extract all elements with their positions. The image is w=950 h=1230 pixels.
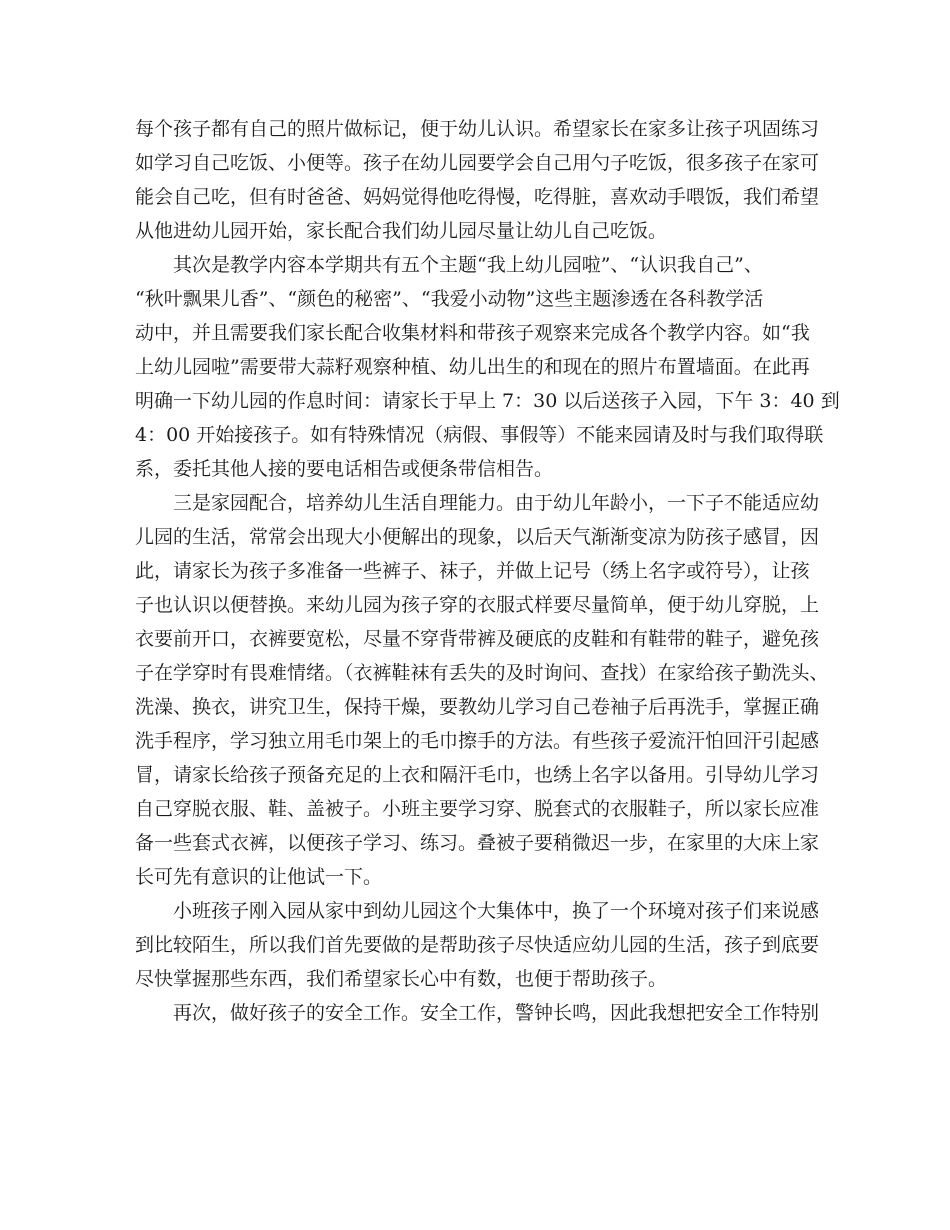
text-line: 再次，做好孩子的安全工作。安全工作，警钟长鸣，因此我想把安全工作特别 xyxy=(135,1002,820,1024)
text-line: 能会自己吃，但有时爸爸、妈妈觉得他吃得慢，吃得脏，喜欢动手喂饭，我们希望 xyxy=(135,186,820,208)
text-line: 子在学穿时有畏难情绪。（衣裤鞋袜有丢失的及时询问、查找）在家给孩子勤洗头、 xyxy=(135,662,829,684)
text-line: 明确一下幼儿园的作息时间：请家长于早上 7：30 以后送孩子入园，下午 3：40 到 xyxy=(135,390,840,412)
text-line: 上幼儿园啦”需要带大蒜籽观察种植、幼儿出生的和现在的照片布置墙面。在此再 xyxy=(135,356,810,378)
paragraph xyxy=(135,486,829,894)
text-line: 儿园的生活，常常会出现大小便解出的现象，以后天气渐渐变凉为防孩子感冒，因 xyxy=(135,526,820,548)
text-line: “秋叶飘果儿香”、“颜色的秘密”、“我爱小动物”这些主题渗透在各科教学活 xyxy=(135,288,764,310)
text-line: 此，请家长为孩子多准备一些裤子、袜子，并做上记号（绣上名字或符号），让孩 xyxy=(135,560,810,582)
text-line: 冒，请家长给孩子预备充足的上衣和隔汗毛巾，也绣上名字以备用。引导幼儿学习 xyxy=(135,764,820,786)
text-line: 自己穿脱衣服、鞋、盖被子。小班主要学习穿、脱套式的衣服鞋子，所以家长应准 xyxy=(135,798,820,820)
document-body xyxy=(135,112,840,1030)
text-line: 衣要前开口，衣裤要宽松，尽量不穿背带裤及硬底的皮鞋和有鞋带的鞋子，避免孩 xyxy=(135,628,820,650)
paragraph xyxy=(135,996,825,1030)
text-line: 从他进幼儿园开始，家长配合我们幼儿园尽量让幼儿自己吃饭。 xyxy=(135,220,668,242)
paragraph xyxy=(135,248,840,486)
text-line: 尽快掌握那些东西，我们希望家长心中有数，也便于帮助孩子。 xyxy=(135,968,668,990)
text-line: 其次是教学内容本学期共有五个主题“我上幼儿园啦”、“认识我自己”、 xyxy=(135,254,763,276)
text-line: 小班孩子刚入园从家中到幼儿园这个大集体中，换了一个环境对孩子们来说感 xyxy=(135,900,820,922)
paragraph xyxy=(135,894,825,996)
text-line: 4：00 开始接孩子。如有特殊情况（病假、事假等）不能来园请及时与我们取得联 xyxy=(135,424,824,446)
text-line: 系，委托其他人接的要电话相告或便条带信相告。 xyxy=(135,458,554,480)
text-line: 子也认识以便替换。来幼儿园为孩子穿的衣服式样要尽量简单，便于幼儿穿脱，上 xyxy=(135,594,820,616)
text-line: 三是家园配合，培养幼儿生活自理能力。由于幼儿年龄小，一下子不能适应幼 xyxy=(135,492,820,514)
text-line: 动中，并且需要我们家长配合收集材料和带孩子观察来完成各个教学内容。如“我 xyxy=(135,322,810,344)
text-line: 洗澡、换衣，讲究卫生，保持干燥，要教幼儿学习自己卷袖子后再洗手，掌握正确 xyxy=(135,696,820,718)
text-line: 每个孩子都有自己的照片做标记，便于幼儿认识。希望家长在家多让孩子巩固练习 xyxy=(135,118,820,140)
text-line: 备一些套式衣裤，以便孩子学习、练习。叠被子要稍微迟一步，在家里的大床上家 xyxy=(135,832,820,854)
paragraph xyxy=(135,112,825,248)
text-line: 长可先有意识的让他试一下。 xyxy=(135,866,383,888)
text-line: 如学习自己吃饭、小便等。孩子在幼儿园要学会自己用勺子吃饭，很多孩子在家可 xyxy=(135,152,820,174)
text-line: 洗手程序，学习独立用毛巾架上的毛巾擦手的方法。有些孩子爱流汗怕回汗引起感 xyxy=(135,730,820,752)
text-line: 到比较陌生，所以我们首先要做的是帮助孩子尽快适应幼儿园的生活，孩子到底要 xyxy=(135,934,820,956)
